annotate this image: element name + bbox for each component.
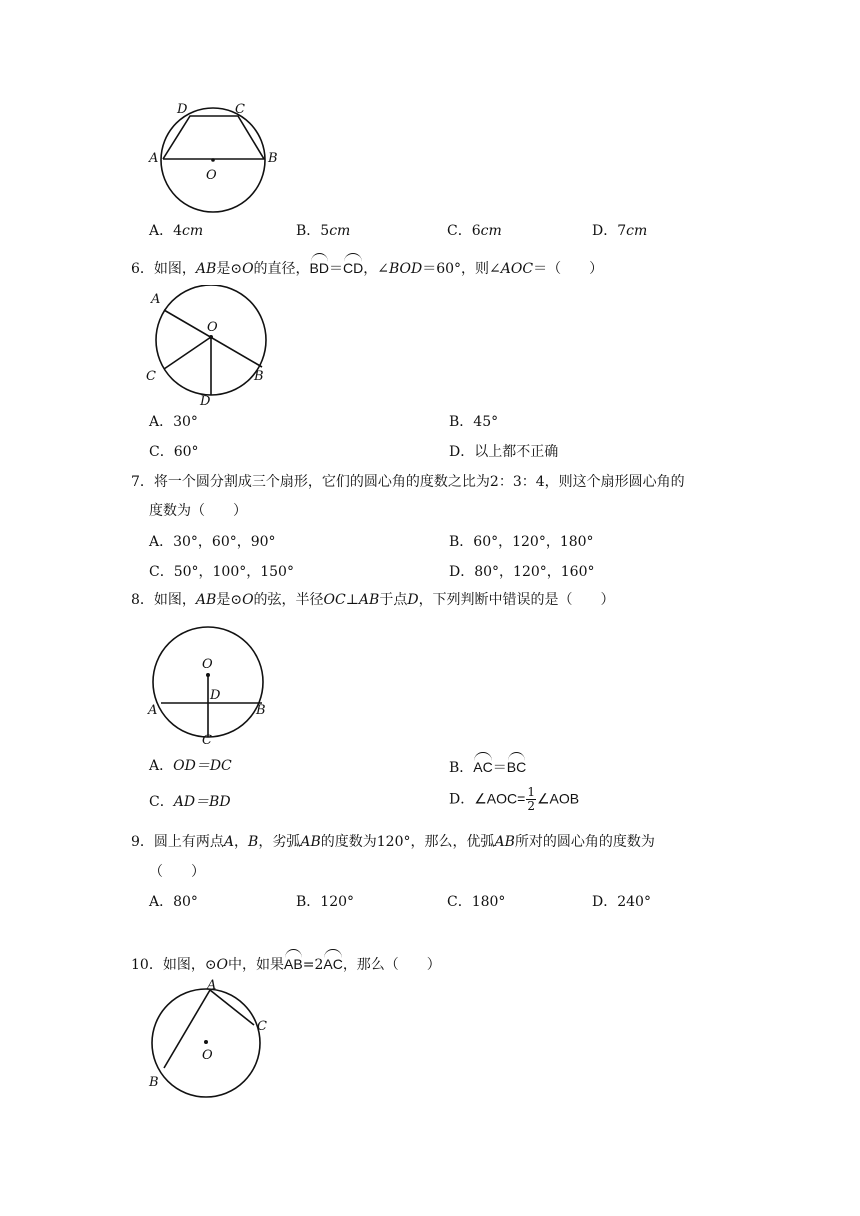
q8-option-b: B．AC＝BC — [449, 752, 526, 778]
q5-label-d: D — [177, 102, 188, 117]
q5-option-a: A．4cm — [149, 223, 204, 239]
q6-label-c: C — [146, 369, 156, 384]
q8-figure — [140, 620, 280, 750]
q5-option-b: B．5cm — [296, 223, 351, 239]
q5-figure — [140, 95, 290, 220]
q10-figure — [140, 978, 280, 1103]
q10-arc-ab: AB — [284, 949, 303, 974]
q5-label-b: B — [268, 151, 278, 166]
q6-label-b: B — [254, 369, 264, 384]
q7-option-d: D．80°，120°，160° — [449, 564, 595, 580]
q9-option-b: B．120° — [296, 894, 355, 910]
q5-label-a: A — [149, 151, 159, 166]
q7-option-a: A．30°，60°，90° — [149, 534, 276, 550]
q6-label-d: D — [200, 394, 211, 409]
q5-label-c: C — [235, 102, 245, 117]
q8-arc-ac: AC — [473, 752, 492, 777]
q8-fraction: $\frac{1}{2}$ — [527, 785, 535, 813]
q9-stem-line1: 9．圆上有两点A，B，劣弧AB的度数为120°，那么，优弧AB所对的圆心角的度数为 — [131, 834, 655, 850]
q5-option-c: C．6cm — [447, 223, 502, 239]
q10-label-c: C — [257, 1019, 267, 1034]
q6-option-c: C．60° — [149, 444, 199, 460]
q6-option-a: A．30° — [149, 414, 198, 430]
q5-label-o: O — [206, 168, 217, 183]
q10-label-o: O — [202, 1048, 213, 1063]
q10-arc-ac: AC — [323, 949, 342, 974]
q9-option-d: D．240° — [592, 894, 651, 910]
q7-option-b: B．60°，120°，180° — [449, 534, 594, 550]
q9-option-c: C．180° — [447, 894, 506, 910]
q6-label-o: O — [207, 320, 218, 335]
q7-stem-line1: 7．将一个圆分割成三个扇形，它们的圆心角的度数之比为2：3：4，则这个扇形圆心角的 — [131, 474, 685, 490]
q7-option-c: C．50°，100°，150° — [149, 564, 294, 580]
q7-stem-line2: 度数为（ ） — [149, 503, 247, 519]
q6-arc-cd: CD — [343, 253, 363, 278]
q6-option-b: B．45° — [449, 414, 499, 430]
q6-stem: 6．如图，AB是⊙O的直径，BD＝CD，∠BOD＝60°，则∠AOC＝（ ） — [131, 253, 603, 279]
q5-option-d: D．7cm — [592, 223, 648, 239]
q6-figure — [140, 285, 280, 410]
q8-label-d: D — [210, 688, 221, 703]
q6-option-d: D．以上都不正确 — [449, 444, 559, 460]
q6-arc-bd: BD — [310, 253, 329, 278]
q8-option-a: A．OD＝DC — [149, 758, 232, 774]
q10-label-a: A — [207, 978, 217, 993]
q8-arc-bc: BC — [507, 752, 526, 777]
q9-stem-line2: （ ） — [149, 864, 205, 880]
q6-label-a: A — [151, 292, 161, 307]
q10-label-b: B — [149, 1075, 159, 1090]
q8-label-o: O — [202, 657, 213, 672]
q9-option-a: A．80° — [149, 894, 198, 910]
q8-option-d: D．∠AOC= $\frac{1}{2}$ ∠AOB — [449, 785, 580, 813]
q8-label-a: A — [148, 703, 158, 718]
q8-label-c: C — [202, 733, 212, 748]
q8-option-c: C．AD＝BD — [149, 794, 231, 810]
q10-stem: 10．如图，⊙O中，如果AB=2AC，那么（ ） — [131, 949, 441, 975]
q8-label-b: B — [256, 703, 266, 718]
q8-stem: 8．如图，AB是⊙O的弦，半径OC⊥AB于点D，下列判断中错误的是（ ） — [131, 592, 615, 608]
